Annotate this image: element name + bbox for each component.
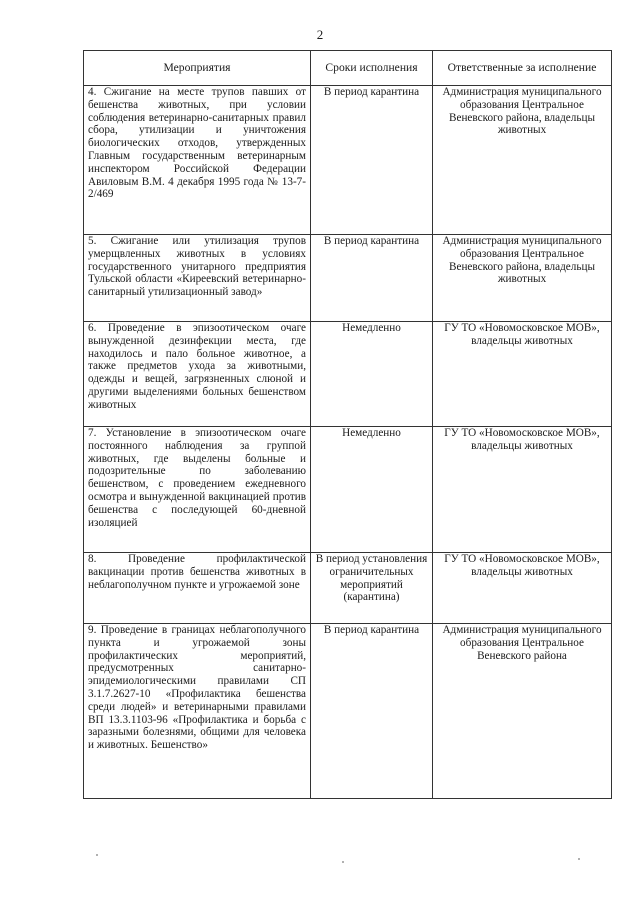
responsible-cell: ГУ ТО «Новомосковское МОВ», владельцы животных (433, 322, 612, 427)
term-cell: Немедленно (311, 322, 433, 427)
page-number: 2 (316, 27, 324, 42)
measure-cell: 9. Проведение в границах неблагополучного пункта и угрожаемой зоны профилактических мероприятий, предусмотренных санитарно-эпидемиологическими правилами СП 3.1.7.2627-10 «Профилактика бешенства среди людей» и ветеринарными правилами ВП 13.3.1103-96 «Профилактика и борьба с заразными болезнями, общими для человека и животных. Бешенство» (84, 624, 311, 799)
measure-cell: 7. Установление в эпизоотическом очаге постоянного наблюдения за группой животных, где выделены больные и подозрительные по заболеванию бешенством, с проведением ежедневного осмотра и вынужденной вакцинацией против бешенства с последующей 60-дневной изоляцией (84, 427, 311, 553)
term-cell: В период карантина (311, 624, 433, 799)
measure-cell: 5. Сжигание или утилизация трупов умерщвленных животных в условиях государственного унитарного предприятия Тульской области «Киреевский ветеринарно-санитарный утилизационный завод» (84, 235, 311, 322)
responsible-cell: ГУ ТО «Новомосковское МОВ», владельцы животных (433, 553, 612, 624)
table-header-row (84, 51, 612, 86)
term-cell: В период карантина (311, 235, 433, 322)
table-row (84, 322, 612, 427)
scan-speck (578, 858, 580, 860)
term-cell: Немедленно (311, 427, 433, 553)
table-row (84, 553, 612, 624)
measure-cell: 8. Проведение профилактической вакцинации против бешенства животных в неблагополучном пункте и угрожаемой зоне (84, 553, 311, 624)
scan-speck (96, 854, 98, 856)
header-measure: Мероприятия (84, 51, 311, 86)
term-cell: В период установления ограничительных мероприятий (карантина) (311, 553, 433, 624)
table-row (84, 86, 612, 235)
measure-cell: 6. Проведение в эпизоотическом очаге вынужденной дезинфекции места, где находилось и пало больное животное, а также предметов ухода за животными, одежды и вещей, загрязненных слюной и другими выделениями больных бешенством животных (84, 322, 311, 427)
responsible-cell: Администрация муниципального образования Центральное Веневского района (433, 624, 612, 799)
term-cell: В период карантина (311, 86, 433, 235)
measure-cell: 4. Сжигание на месте трупов павших от бешенства животных, при условии соблюдения ветеринарно-санитарных правил сбора, утилизации и уничтожения биологических отходов, утвержденных Главным государственным ветеринарным инспектором Российской Федерации Авиловым В.М. 4 декабря 1995 года № 13-7-2/469 (84, 86, 311, 235)
table-row (84, 624, 612, 799)
table-row (84, 427, 612, 553)
header-term: Сроки исполнения (311, 51, 433, 86)
responsible-cell: Администрация муниципального образования Центральное Веневского района, владельцы животных (433, 86, 612, 235)
table-row (84, 235, 612, 322)
header-responsible: Ответственные за исполнение (433, 51, 612, 86)
responsible-cell: ГУ ТО «Новомосковское МОВ», владельцы животных (433, 427, 612, 553)
responsible-cell: Администрация муниципального образования Центральное Веневского района, владельцы животных (433, 235, 612, 322)
scan-speck (342, 861, 344, 863)
measures-table (83, 50, 612, 799)
